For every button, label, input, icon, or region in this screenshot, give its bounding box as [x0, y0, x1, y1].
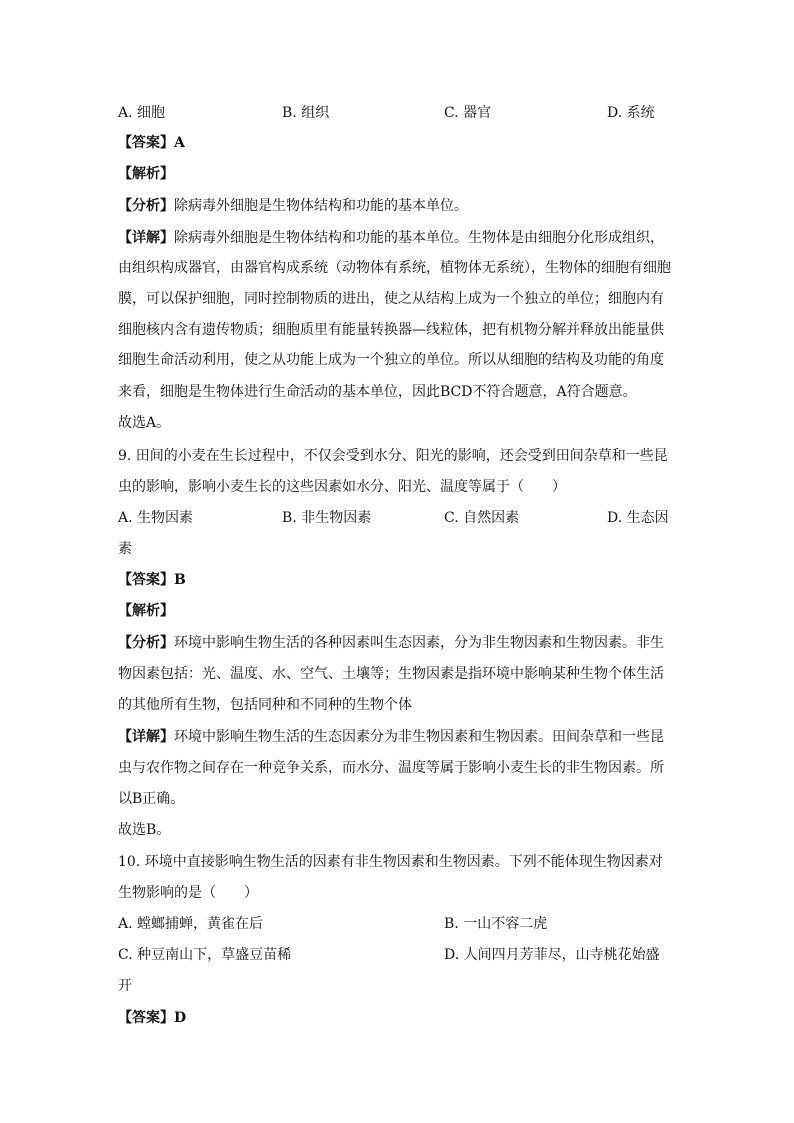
q9-xiangjie-line: 虫与农作物之间存在一种竞争关系，而水分、温度等属于影响小麦生长的非生物因素。所 — [118, 760, 664, 776]
q8-xiangjie-line — [118, 228, 664, 248]
q9-fenxi-line: 物因素包括：光、温度、水、空气、土壤等；生物因素是指环境中影响某种生物个体生活 — [118, 666, 664, 682]
q10-option-c: C. 种豆南山下，草盛豆苗稀 — [118, 947, 292, 963]
q8-option-c: C. 器官 — [444, 105, 492, 121]
q8-xiangjie-line: 来看，细胞是生物体进行生命活动的基本单位，因此BCD不符合题意，A符合题意。 — [118, 384, 637, 400]
q8-option-d: D. 系统 — [607, 105, 655, 121]
q9-jiexi-heading: 【解析】 — [118, 603, 174, 619]
q10-answer: 【答案】D — [118, 1010, 187, 1026]
q10-stem-line: 10. 环境中直接影响生物生活的因素有非生物因素和生物因素。下列不能体现生物因素对 — [118, 854, 663, 870]
q9-fenxi-line — [118, 633, 664, 653]
q9-xiangjie-line: 以B正确。 — [118, 791, 185, 807]
q9-answer: 【答案】B — [118, 572, 186, 588]
q9-conclusion: 故选B。 — [118, 822, 171, 838]
q9-xiangjie-text: 环境中影响生物生活的生态因素分为非生物因素和生物因素。田间杂草和一些昆 — [174, 729, 664, 745]
q10-option-wrap: 开 — [118, 978, 132, 994]
q9-option-c: C. 自然因素 — [444, 510, 520, 526]
q9-option-a: A. 生物因素 — [118, 510, 194, 526]
q10-option-a: A. 螳螂捕蝉，黄雀在后 — [118, 916, 264, 932]
q8-fenxi-tag: 【分析】 — [118, 198, 174, 214]
q8-option-a: A. 细胞 — [118, 105, 166, 121]
q9-stem-line: 9. 田间的小麦在生长过程中，不仅会受到水分、阳光的影响，还会受到田间杂草和一些昆 — [118, 448, 668, 464]
q8-xiangjie-line: 膜，可以保护细胞，同时控制物质的进出，使之从结构上成为一个独立的单位；细胞内有 — [118, 291, 664, 307]
q8-answer: 【答案】A — [118, 135, 185, 151]
q9-option-wrap: 素 — [118, 541, 132, 557]
q9-xiangjie-tag: 【详解】 — [118, 729, 174, 745]
q8-option-b: B. 组织 — [282, 105, 330, 121]
q8-xiangjie-line: 细胞生命活动利用，使之从功能上成为一个独立的单位。所以从细胞的结构及功能的角度 — [118, 352, 664, 368]
q9-option-b: B. 非生物因素 — [282, 510, 372, 526]
q9-option-d: D. 生态因 — [607, 510, 669, 526]
q9-fenxi-line: 的其他所有生物，包括同种和不同种的生物个体 — [118, 697, 412, 713]
q10-option-b: B. 一山不容二虎 — [444, 916, 548, 932]
q9-fenxi-text: 环境中影响生物生活的各种因素叫生态因素，分为非生物因素和生物因素。非生 — [174, 635, 664, 651]
q8-xiangjie-line: 由组织构成器官，由器官构成系统（动物体有系统，植物体无系统），生物体的细胞有细胞 — [118, 260, 671, 276]
q8-jiexi-heading: 【解析】 — [118, 166, 174, 182]
q8-xiangjie-text: 除病毒外细胞是生物体结构和功能的基本单位。生物体是由细胞分化形成组织， — [174, 230, 664, 246]
q9-stem-line: 虫的影响，影响小麦生长的这些因素如水分、阳光、温度等属于（ ） — [118, 479, 566, 495]
q9-xiangjie-line — [118, 727, 664, 747]
q10-option-d: D. 人间四月芳菲尽，山寺桃花始盛 — [444, 947, 660, 963]
q8-conclusion: 故选A。 — [118, 415, 171, 431]
q9-fenxi-tag: 【分析】 — [118, 635, 174, 651]
q8-fenxi-text: 除病毒外细胞是生物体结构和功能的基本单位。 — [174, 198, 468, 214]
q10-stem-line: 生物影响的是（ ） — [118, 885, 258, 901]
q8-fenxi — [118, 196, 468, 216]
q8-xiangjie-tag: 【详解】 — [118, 230, 174, 246]
q8-xiangjie-line: 细胞核内含有遗传物质；细胞质里有能量转换器—线粒体，把有机物分解并释放出能量供 — [118, 322, 664, 338]
